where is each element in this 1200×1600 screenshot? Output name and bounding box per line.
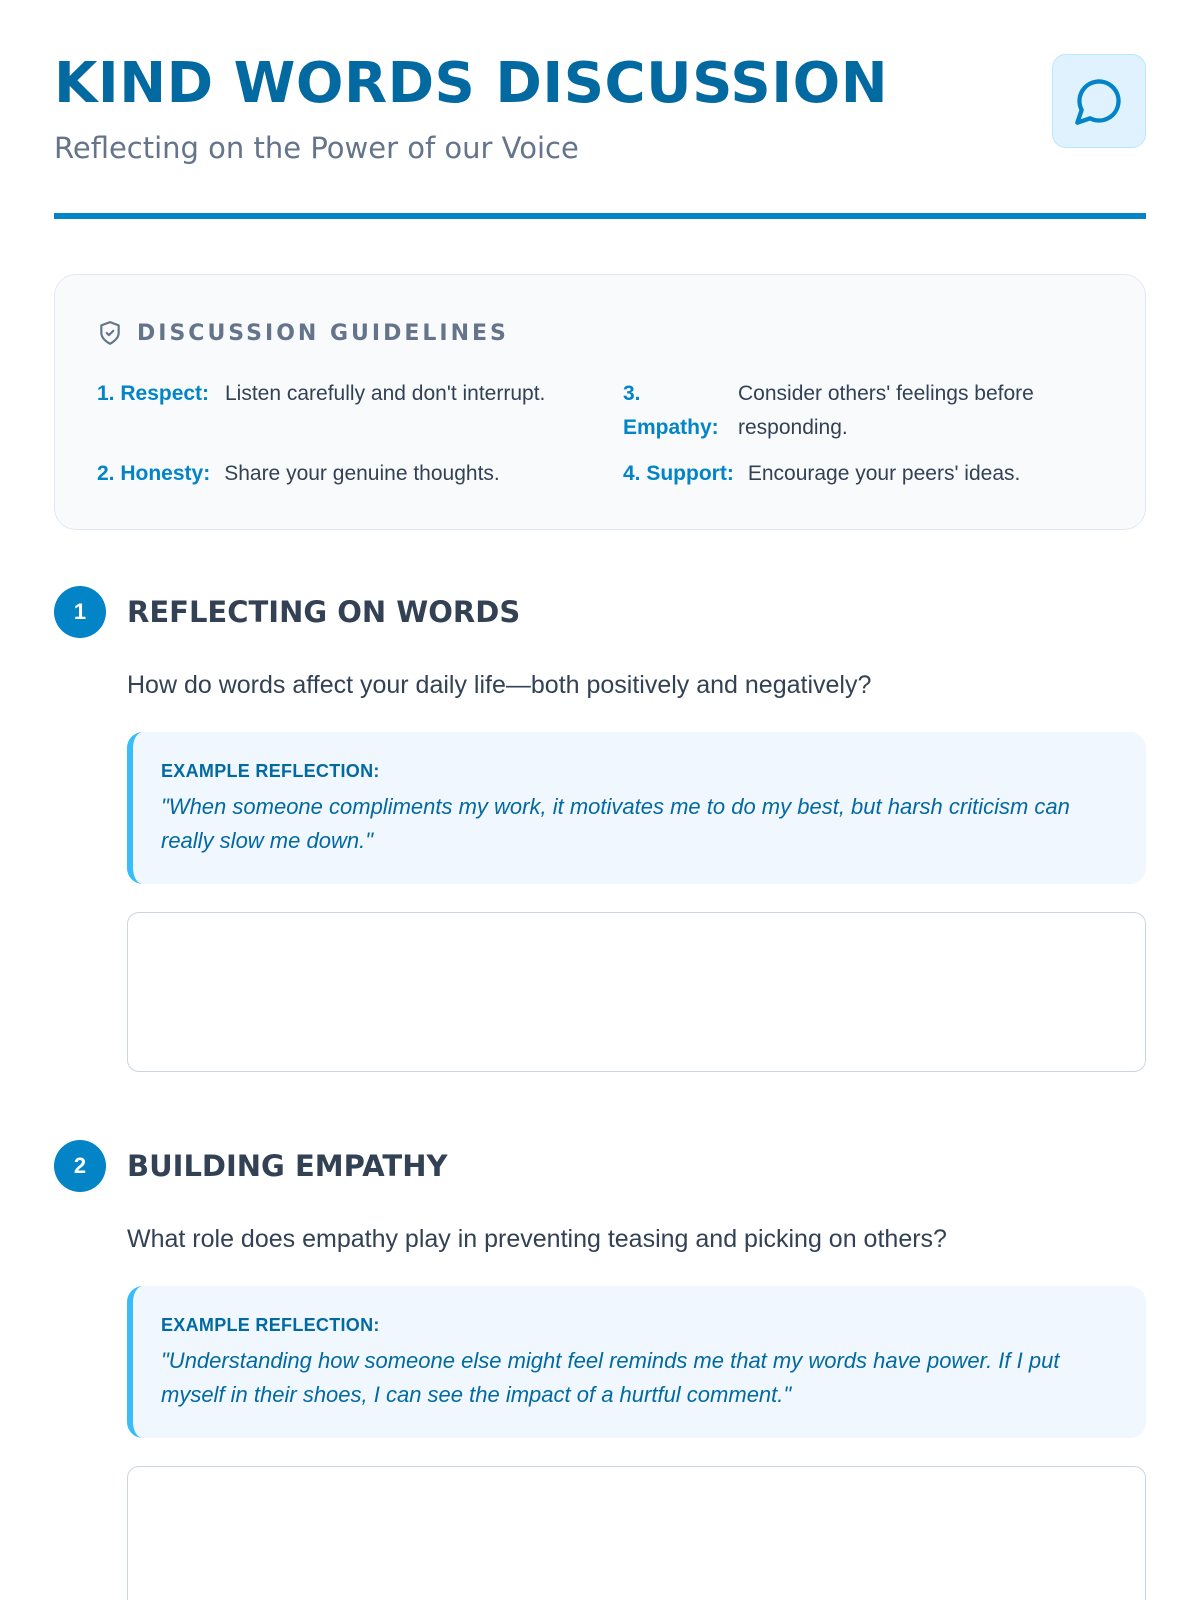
guidelines-card	[54, 274, 1146, 530]
guideline-support	[623, 457, 1020, 491]
guideline-text: Listen carefully and don't interrupt.	[225, 382, 546, 405]
guideline-empathy	[623, 377, 1103, 445]
guideline-honesty	[97, 457, 500, 491]
section-number-badge: 1	[54, 586, 106, 638]
example-reflection	[127, 732, 1146, 884]
guideline-text: Encourage your peers' ideas.	[747, 462, 1021, 485]
guideline-respect	[97, 377, 567, 411]
guideline-text: Share your genuine thoughts.	[224, 462, 500, 485]
section-number-badge: 2	[54, 1140, 106, 1192]
guideline-key: 2. Honesty:	[97, 462, 211, 485]
page-subtitle: Reflecting on the Power of our Voice	[54, 131, 579, 165]
section-question: How do words affect your daily life—both positively and negatively?	[127, 671, 872, 699]
section-title: BUILDING EMPATHY	[127, 1149, 448, 1183]
guideline-key: 4. Support:	[623, 462, 734, 485]
chat-button[interactable]	[1052, 54, 1146, 148]
guideline-key: 1. Respect:	[97, 382, 210, 405]
section-question: What role does empathy play in preventing teasing and picking on others?	[127, 1225, 947, 1253]
example-quote: "Understanding how someone else might feel reminds me that my words have power. If I put myself in their shoes, I can see the impact of a hurtful comment."	[161, 1348, 1060, 1407]
example-quote: "When someone compliments my work, it motivates me to do my best, but harsh criticism can really slow me down."	[161, 794, 1070, 853]
example-label: EXAMPLE REFLECTION:	[161, 1315, 380, 1335]
response-input[interactable]	[127, 912, 1146, 1072]
shield-check-icon	[97, 320, 123, 346]
example-reflection	[127, 1286, 1146, 1438]
worksheet-page	[54, 0, 1146, 1407]
guidelines-title: DISCUSSION GUIDELINES	[137, 320, 509, 346]
header-divider	[54, 213, 1146, 219]
section-title: REFLECTING ON WORDS	[127, 595, 521, 629]
guidelines-header	[97, 317, 509, 349]
chat-bubble-icon	[1073, 75, 1125, 127]
guideline-text: Consider others' feelings before responding.	[738, 382, 1034, 439]
example-label: EXAMPLE REFLECTION:	[161, 761, 380, 781]
page-title: KIND WORDS DISCUSSION	[54, 51, 889, 116]
guideline-key: 3. Empathy:	[623, 382, 719, 439]
response-input[interactable]	[127, 1466, 1146, 1600]
page-header	[54, 0, 1146, 220]
